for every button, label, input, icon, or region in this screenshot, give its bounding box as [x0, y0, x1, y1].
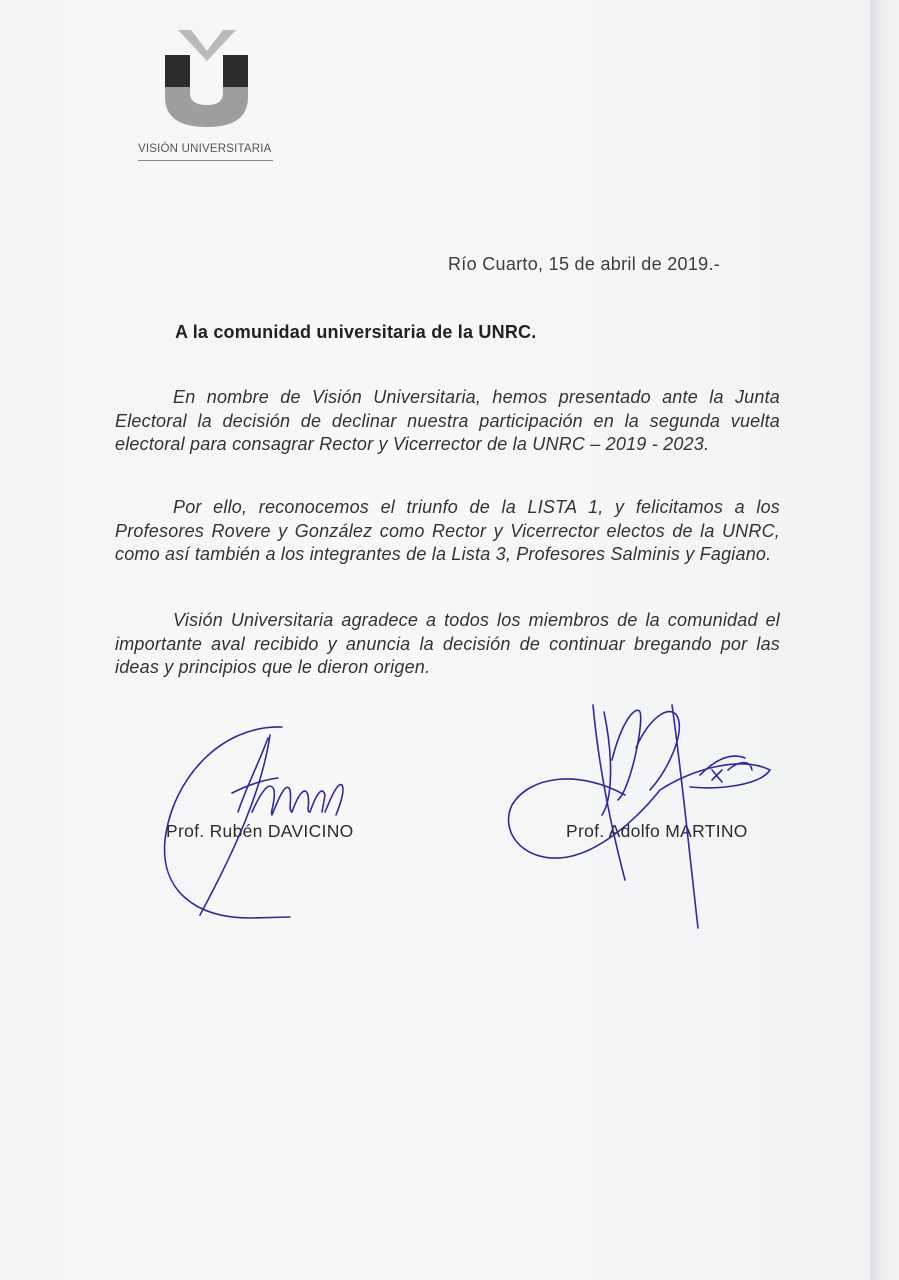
logo-left-bar [165, 55, 190, 87]
paragraph-1: En nombre de Visión Universitaria, hemos presentado ante la Junta Electoral la decisión de declinar nuestra participación en la segunda vuelta electoral para consagrar Rector y Vicerrector de la UNRC – 2019 - 2023. [115, 387, 780, 454]
logo-text: VISIÓN UNIVERSITARIA [138, 143, 272, 155]
paragraph-3: Visión Universitaria agradece a todos los miembros de la comunidad el importante aval recibido y anuncia la decisión de continuar bregando por las ideas y principios que le dieron origen. [115, 610, 780, 677]
logo-underline [138, 160, 273, 161]
page-edge [870, 0, 899, 1280]
vision-universitaria-logo [160, 25, 255, 135]
logo-u-shape [165, 87, 248, 127]
logo-right-bar [223, 55, 248, 87]
greeting: A la comunidad universitaria de la UNRC. [175, 322, 537, 342]
paragraph-2: Por ello, reconocemos el triunfo de la LISTA 1, y felicitamos a los Profesores Rovere y González como Rector y Vicerrector electos de la UNRC, como así también a los integrantes de la Lista 3, Profesores Salminis y Fagiano. [115, 497, 780, 564]
signature-name-right: Prof. Adolfo MARTINO [566, 821, 748, 841]
date-line: Río Cuarto, 15 de abril de 2019.- [448, 254, 721, 274]
signature-name-left: Prof. Rubén DAVICINO [166, 821, 354, 841]
